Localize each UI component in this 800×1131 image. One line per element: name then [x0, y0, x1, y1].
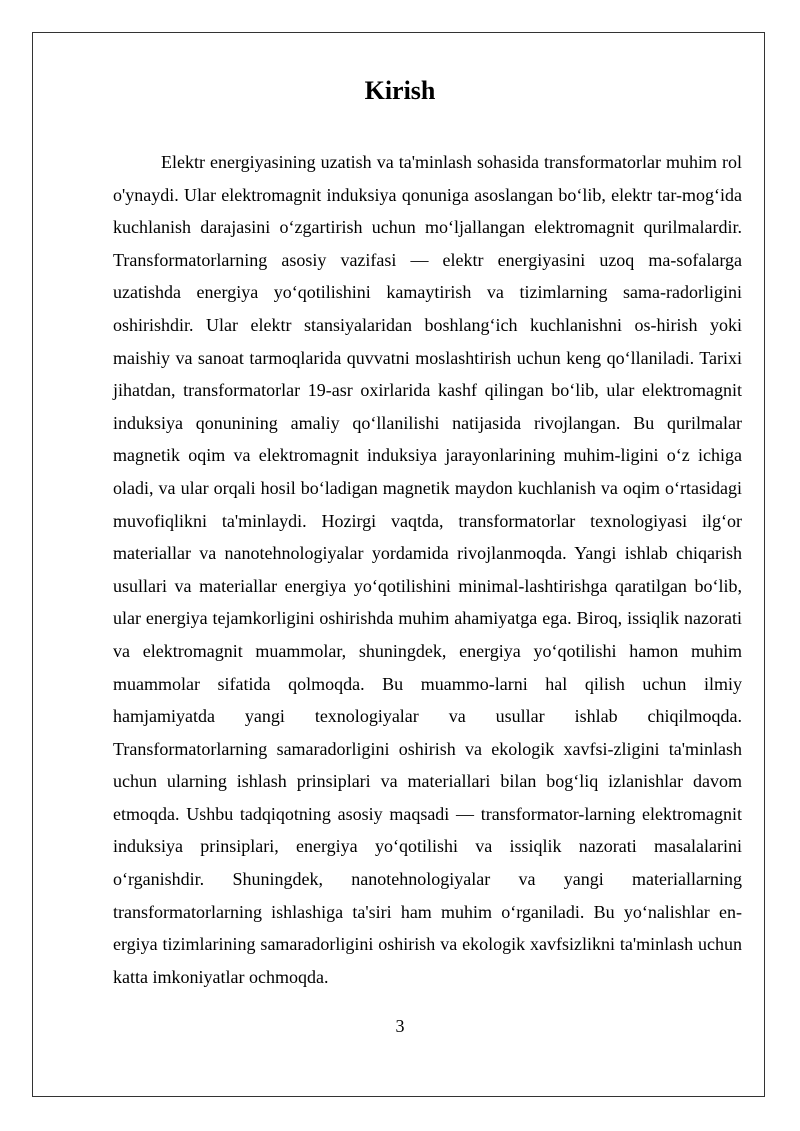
page-number: 3 [395, 1016, 405, 1036]
body-paragraph: Elektr energiyasining uzatish va ta'minlash sohasida transformatorlar muhim rol o'ynaydi. Ular elektromagnit induksiya qonuniga asoslangan bo‘lib, elektr tar-mog‘ida kuchlanish darajasini o‘zgartirish uchun mo‘ljallangan elektromagnit qurilmalardir. Transformatorlarning asosiy vazifasi — elektr energiyasini uzoq ma-sofalarga uzatishda energiya yo‘qotilishini kamaytirish va tizimlarning sama-radorligini oshirishdir. Ular elektr stansiyalaridan boshlang‘ich kuchlanishni os-hirish yoki maishiy va sanoat tarmoqlarida quvvatni moslashtirish uchun keng qo‘llaniladi. Tarixi jihatdan, transformatorlar 19-asr oxirlarida kashf qilingan bo‘lib, ular elektromagnit induksiya qonunining amaliy qo‘llanilishi natijasida rivojlangan. Bu qurilmalar magnetik oqim va elektromagnit induksiya jarayonlarining muhim-ligini o‘z ichiga oladi, va ular orqali hosil bo‘ladigan magnetik maydon kuchlanish va oqim o‘rtasidagi muvofiqlikni ta'minlaydi. Hozirgi vaqtda, transformatorlar texnologiyasi ilg‘or materiallar va nanotehnologiyalar yordamida rivojlanmoqda. Yangi ishlab chiqarish usullari va materiallar energiya yo‘qotilishini minimal-lashtirishga qaratilgan bo‘lib, ular energiya tejamkorligini oshirishda muhim ahamiyatga ega. Biroq, issiqlik nazorati va elektromagnit muammolar, shuningdek, energiya yo‘qotilishi hamon muhim muammolar sifatida qolmoqda. Bu muammo-larni hal qilish uchun ilmiy hamjamiyatda yangi texnologiyalar va usullar ishlab chiqilmoqda. Transformatorlarning samaradorligini oshirish va ekologik xavfsi-zligini ta'minlash uchun ularning ishlash prinsiplari va materiallari bilan bog‘liq izlanishlar davom etmoqda. Ushbu tadqiqotning asosiy maqsadi — transformator-larning elektromagnit induksiya prinsiplari, energiya yo‘qotilishi va issiqlik nazorati masalalarini o‘rganishdir. Shuningdek, nanotehnologiyalar va yangi materiallarning transformatorlarning ishlashiga ta'siri ham muhim o‘rganiladi. Bu yo‘nalishlar en-ergiya tizimlarining samaradorligini oshirish va ekologik xavfsizlikni ta'minlash uchun katta imkoniyatlar ochmoqda. [113, 152, 742, 987]
page-title: Kirish [364, 76, 436, 105]
